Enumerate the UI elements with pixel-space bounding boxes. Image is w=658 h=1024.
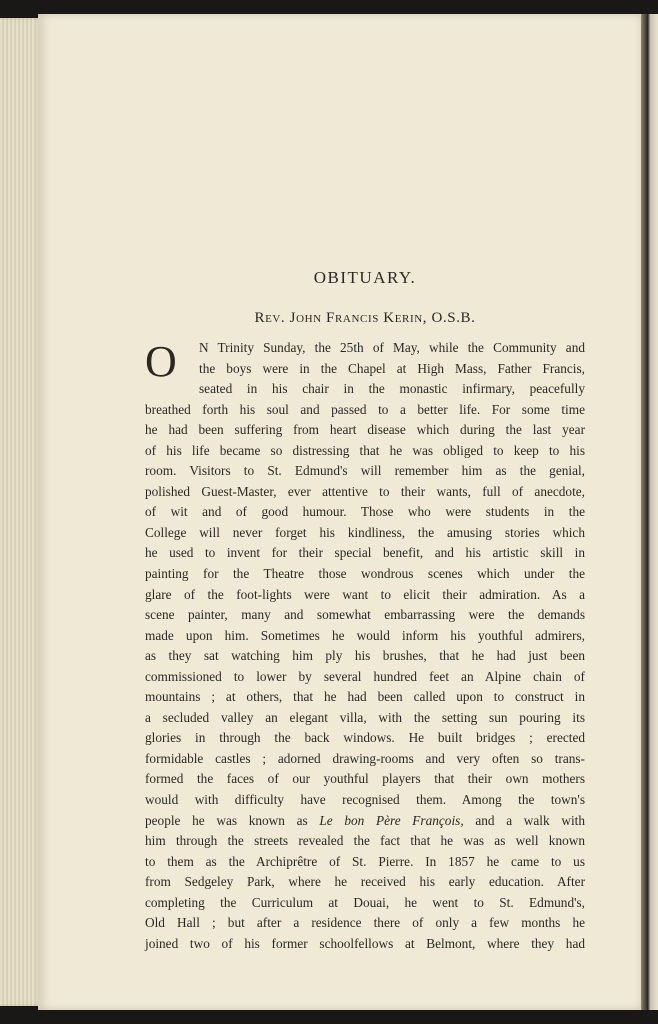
text-line: as they sat watching him ply his brushes, that he had just been <box>145 648 585 664</box>
book-gutter <box>641 14 658 1010</box>
text-line: of his life became so distressing that he was obliged to keep to his <box>145 442 585 458</box>
text-line: from Sedgeley Park, where he received his early education. After <box>145 874 585 890</box>
text-line: he used to invent for their special benefit, and his artistic skill in <box>145 545 585 561</box>
text-line: formidable castles ; adorned drawing-rooms and very often so trans- <box>145 750 585 766</box>
text-line: glories in through the back windows. He built bridges ; erected <box>145 730 585 746</box>
italic-phrase: Le bon Père François, <box>319 812 464 828</box>
text-line: College will never forget his kindliness, the amusing stories which <box>145 524 585 540</box>
page-heading: OBITUARY. <box>313 268 417 287</box>
text-line: completing the Curriculum at Douai, he went to St. Edmund's, <box>145 894 585 910</box>
text-line: seated in his chair in the monastic infirmary, peacefully <box>199 381 585 397</box>
text-line: he had been suffering from heart disease which during the last year <box>145 422 585 438</box>
text-line: joined two of his former schoolfellows at Belmont, where they had <box>145 935 585 951</box>
article-subheading <box>145 310 585 327</box>
text-line: mountains ; at others, that he had been called upon to construct in <box>145 689 585 705</box>
text-line-mixed <box>145 811 585 832</box>
text-line: room. Visitors to St. Edmund's will remember him as the genial, <box>145 463 585 479</box>
text-line: commissioned to lower by several hundred feet an Alpine chain of <box>145 668 585 684</box>
text-line: breathed forth his soul and passed to a better life. For some time <box>145 401 585 417</box>
article-body <box>145 338 585 954</box>
text-line: the boys were in the Chapel at High Mass, Father Francis, <box>199 360 585 376</box>
text-line: scene painter, many and somewhat embarrassing were the demands <box>145 607 585 623</box>
text-line: N Trinity Sunday, the 25th of May, while the Community and <box>199 340 585 355</box>
drop-cap: O <box>145 337 177 386</box>
text-line: Old Hall ; but after a residence there of only a few months he <box>145 915 585 931</box>
text-line: of wit and of good humour. Those who were students in the <box>145 504 585 520</box>
text-line: him through the streets revealed the fact that he was as well known <box>145 833 585 849</box>
subheading-text: Rev. John Francis Kerin, O.S.B. <box>254 310 476 326</box>
text-line: made upon him. Sometimes he would inform his youthful admirers, <box>145 627 585 643</box>
text-segment: people he was known as <box>145 812 320 828</box>
text-line: would with difficulty have recognised them. Among the town's <box>145 792 585 808</box>
text-line: formed the faces of our youthful players that their own mothers <box>145 771 585 787</box>
text-line: to them as the Archiprêtre of St. Pierre. In 1857 he came to us <box>145 853 585 869</box>
text-line: polished Guest-Master, ever attentive to their wants, full of anecdote, <box>145 483 585 499</box>
text-segment: and a walk with <box>463 812 585 828</box>
page-edges <box>0 18 40 1006</box>
text-line: a secluded valley an elegant villa, with the setting sun pouring its <box>145 709 585 725</box>
text-line: painting for the Theatre those wondrous scenes which under the <box>145 566 585 582</box>
text-line: glare of the foot-lights were want to elicit their admiration. As a <box>145 586 585 602</box>
